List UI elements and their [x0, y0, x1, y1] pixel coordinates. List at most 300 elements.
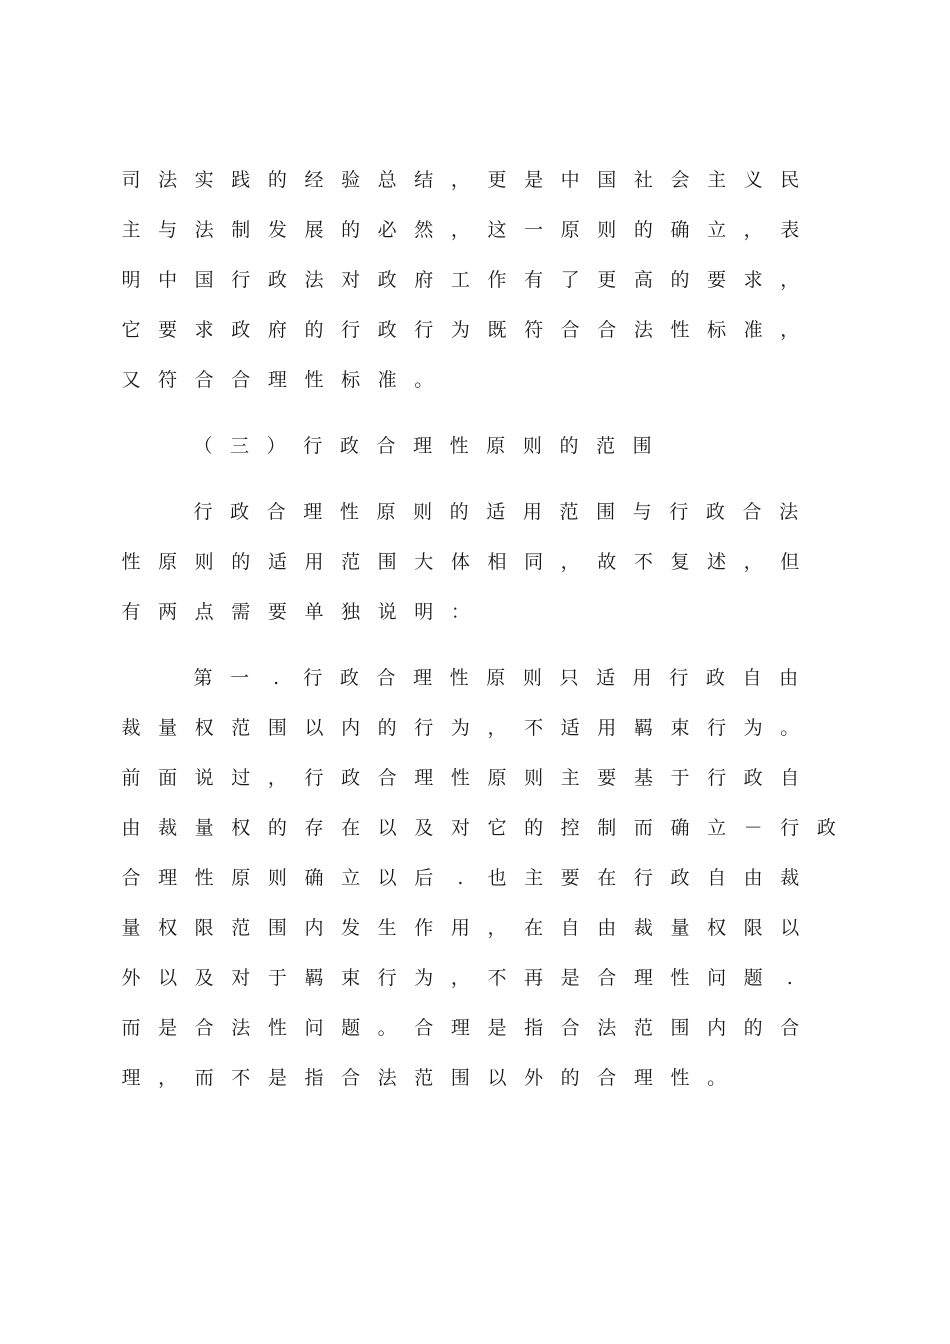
text-char: 的 — [267, 169, 287, 191]
text-char: 标 — [341, 369, 361, 391]
text-char: 求 — [743, 269, 763, 291]
text-char: 理 — [267, 369, 287, 391]
text-char: 理 — [121, 1067, 141, 1089]
text-char: 更 — [487, 169, 507, 191]
text-char: 行 — [231, 269, 251, 291]
text-char: （ — [193, 435, 213, 457]
text-char: 的 — [304, 319, 324, 341]
text-char: 政 — [705, 501, 725, 523]
text-char: 更 — [597, 269, 617, 291]
text-char: 而 — [633, 817, 653, 839]
text-char: 有 — [524, 269, 544, 291]
text-char: 第 — [193, 667, 213, 689]
text-char: 适 — [486, 501, 506, 523]
text-char: 的 — [559, 435, 579, 457]
text-char: 面 — [158, 767, 178, 789]
text-char: 行 — [707, 767, 727, 789]
text-char: 原 — [158, 551, 178, 573]
text-char: 则 — [267, 867, 287, 889]
text-char: 合 — [266, 501, 286, 523]
text-char: ） — [266, 435, 286, 457]
text-char: 为 — [743, 717, 763, 739]
text-char: 理 — [414, 767, 434, 789]
text-char: 性 — [449, 435, 469, 457]
text-char: 法 — [779, 501, 799, 523]
text-char: 是 — [487, 1017, 507, 1039]
text-char: ， — [487, 917, 507, 939]
text-char: 有 — [121, 601, 141, 623]
text-char: 适 — [267, 551, 287, 573]
text-char: 原 — [376, 501, 396, 523]
text-char: 不 — [524, 717, 544, 739]
text-char: 立 — [341, 867, 361, 889]
text-char: 高 — [633, 269, 653, 291]
text-char: 权 — [231, 817, 251, 839]
text-char: 量 — [670, 917, 690, 939]
text-char: 羁 — [633, 717, 653, 739]
text-char: 复 — [670, 551, 690, 573]
text-char: 对 — [231, 967, 251, 989]
text-char: 以 — [377, 867, 397, 889]
text-char: 性 — [670, 319, 690, 341]
text-char: 理 — [303, 501, 323, 523]
text-char: 大 — [414, 551, 434, 573]
text-char: 基 — [633, 767, 653, 789]
text-char: 不 — [633, 551, 653, 573]
text-char: 确 — [670, 219, 690, 241]
text-char: 范 — [414, 1067, 434, 1089]
text-char: 对 — [450, 817, 470, 839]
text-char: 政 — [339, 435, 359, 457]
text-char: 理 — [413, 667, 433, 689]
text-char: 性 — [194, 867, 214, 889]
text-char: 的 — [267, 817, 287, 839]
text-char: 内 — [707, 1017, 727, 1039]
text-char: . — [786, 967, 793, 989]
text-char: 需 — [231, 601, 251, 623]
text-char: 要 — [560, 867, 580, 889]
text-char: 说 — [194, 767, 214, 789]
text-char: 前 — [121, 767, 141, 789]
text-char: 以 — [780, 917, 800, 939]
text-char: 围 — [267, 917, 287, 939]
text-char: 合 — [597, 967, 617, 989]
text-char: 性 — [267, 1017, 287, 1039]
text-char: 实 — [194, 169, 214, 191]
text-char: 自 — [707, 867, 727, 889]
text-char: 一 — [230, 667, 250, 689]
text-char: 既 — [487, 319, 507, 341]
text-char: 题 — [743, 967, 763, 989]
text-char: 性 — [670, 967, 690, 989]
text-char: 理 — [158, 867, 178, 889]
text-char: 表 — [780, 219, 800, 241]
text-char: 量 — [158, 717, 178, 739]
text-char: 合 — [597, 1067, 617, 1089]
text-char: 为 — [450, 717, 470, 739]
text-char: 不 — [487, 967, 507, 989]
text-char: 合 — [780, 1017, 800, 1039]
text-char: 。 — [780, 717, 800, 739]
text-char: 裁 — [158, 817, 178, 839]
text-char: 要 — [597, 767, 617, 789]
text-char: 自 — [780, 767, 800, 789]
text-char: 性 — [450, 767, 470, 789]
text-char: 而 — [121, 1017, 141, 1039]
text-char: . — [457, 867, 464, 889]
text-char: 权 — [707, 917, 727, 939]
text-char: 了 — [560, 269, 580, 291]
text-char: 行 — [780, 817, 800, 839]
text-char: 政 — [377, 319, 397, 341]
text-char: 性 — [670, 1067, 690, 1089]
text-char: 说 — [377, 601, 397, 623]
text-char: 行 — [414, 319, 434, 341]
text-char: ， — [487, 717, 507, 739]
text-char: 确 — [670, 817, 690, 839]
text-char: 指 — [524, 1017, 544, 1039]
text-char: 围 — [450, 1067, 470, 1089]
text-char: ， — [743, 551, 763, 573]
text-char: 合 — [597, 319, 617, 341]
text-char: 中 — [158, 269, 178, 291]
text-char: 中 — [560, 169, 580, 191]
text-char: 主 — [524, 867, 544, 889]
text-char: 理 — [633, 1067, 653, 1089]
text-char: 然 — [414, 219, 434, 241]
text-char: 外 — [121, 967, 141, 989]
text-char: 原 — [560, 219, 580, 241]
text-char: 的 — [670, 269, 690, 291]
text-char: 则 — [522, 667, 542, 689]
text-char: ， — [450, 967, 470, 989]
text-char: 法 — [304, 269, 324, 291]
text-char: 行 — [669, 667, 689, 689]
text-char: 司 — [121, 169, 141, 191]
text-char: 自 — [742, 667, 762, 689]
text-char: 的 — [560, 1067, 580, 1089]
text-char: 。 — [414, 369, 434, 391]
text-char: 准 — [377, 369, 397, 391]
text-char: 要 — [158, 319, 178, 341]
text-char: 合 — [341, 1067, 361, 1089]
text-char: 范 — [633, 1017, 653, 1039]
text-char: ： — [450, 601, 470, 623]
text-char: 以 — [158, 967, 178, 989]
text-char: 内 — [341, 717, 361, 739]
text-char: 在 — [341, 817, 361, 839]
text-char: 会 — [670, 169, 690, 191]
text-char: 单 — [304, 601, 324, 623]
text-char: 限 — [194, 917, 214, 939]
text-char: 国 — [194, 269, 214, 291]
text-char: 以 — [487, 1067, 507, 1089]
text-char: 羁 — [304, 967, 324, 989]
text-char: 行 — [669, 501, 689, 523]
text-char: 主 — [707, 169, 727, 191]
text-char: 生 — [377, 917, 397, 939]
text-char: 权 — [158, 917, 178, 939]
text-char: 存 — [304, 817, 324, 839]
text-char: 原 — [231, 867, 251, 889]
text-char: 用 — [522, 501, 542, 523]
text-char: 对 — [341, 269, 361, 291]
text-char: 原 — [487, 767, 507, 789]
text-char: 用 — [632, 667, 652, 689]
text-char: 发 — [267, 219, 287, 241]
text-char: 政 — [230, 501, 250, 523]
text-char: 于 — [267, 967, 287, 989]
text-char: 围 — [267, 717, 287, 739]
text-char: 展 — [304, 219, 324, 241]
text-char: 后 — [414, 867, 434, 889]
text-char: 要 — [707, 269, 727, 291]
text-char: 合 — [560, 319, 580, 341]
text-char: 外 — [524, 1067, 544, 1089]
text-char: 府 — [267, 319, 287, 341]
text-char: 确 — [304, 867, 324, 889]
text-char: ， — [267, 767, 287, 789]
text-char: 在 — [597, 867, 617, 889]
text-char: 合 — [376, 667, 396, 689]
text-char: 问 — [304, 1017, 324, 1039]
text-char: 它 — [487, 817, 507, 839]
text-char: 合 — [376, 435, 396, 457]
text-char: 量 — [121, 917, 141, 939]
text-char: 理 — [633, 967, 653, 989]
text-char: 民 — [780, 169, 800, 191]
text-char: 理 — [450, 1017, 470, 1039]
text-char: 行 — [303, 667, 323, 689]
text-char: 由 — [779, 667, 799, 689]
text-char: 用 — [597, 717, 617, 739]
text-char: 验 — [341, 169, 361, 191]
text-char: 行 — [193, 501, 213, 523]
text-char: 标 — [707, 319, 727, 341]
text-char: 自 — [560, 917, 580, 939]
text-char: 性 — [449, 667, 469, 689]
text-char: 以 — [377, 817, 397, 839]
text-char: 为 — [450, 319, 470, 341]
text-char: 制 — [231, 219, 251, 241]
text-char: 原 — [486, 435, 506, 457]
text-char: ， — [780, 269, 800, 291]
text-char: 适 — [596, 667, 616, 689]
text-char: 行 — [414, 717, 434, 739]
text-char: 用 — [304, 551, 324, 573]
text-char: 求 — [194, 319, 214, 341]
text-char: 立 — [707, 219, 727, 241]
text-char: 的 — [633, 219, 653, 241]
text-char: 范 — [559, 501, 579, 523]
text-char: 践 — [231, 169, 251, 191]
text-char: 范 — [231, 717, 251, 739]
text-char: 再 — [524, 967, 544, 989]
text-char: 则 — [194, 551, 214, 573]
text-char: 合 — [560, 1017, 580, 1039]
text-char: 政 — [341, 767, 361, 789]
text-char: 合 — [414, 1017, 434, 1039]
text-char: 于 — [670, 767, 690, 789]
text-char: 题 — [341, 1017, 361, 1039]
text-char: 又 — [121, 369, 141, 391]
text-char: 与 — [632, 501, 652, 523]
text-char: 政 — [339, 667, 359, 689]
text-char: 。 — [707, 1067, 727, 1089]
text-char: 问 — [707, 967, 727, 989]
text-char: 国 — [597, 169, 617, 191]
text-char: 符 — [158, 369, 178, 391]
text-char: 则 — [524, 767, 544, 789]
text-char: 只 — [559, 667, 579, 689]
text-char: 则 — [413, 501, 433, 523]
text-char: 它 — [121, 319, 141, 341]
text-char: 束 — [341, 967, 361, 989]
text-char: 总 — [377, 169, 397, 191]
text-char: 作 — [414, 917, 434, 939]
text-char: ， — [450, 219, 470, 241]
text-char: － — [743, 817, 763, 839]
text-char: 围 — [632, 435, 652, 457]
text-char: 理 — [413, 435, 433, 457]
text-char: 法 — [633, 319, 653, 341]
text-char: 要 — [267, 601, 287, 623]
text-char: 由 — [743, 867, 763, 889]
text-char: 是 — [524, 169, 544, 191]
text-char: 性 — [121, 551, 141, 573]
text-char: 范 — [231, 917, 251, 939]
text-char: 点 — [194, 601, 214, 623]
text-char: 范 — [341, 551, 361, 573]
text-char: 内 — [304, 917, 324, 939]
text-char: 不 — [231, 1067, 251, 1089]
text-char: 发 — [341, 917, 361, 939]
text-char: 围 — [670, 1017, 690, 1039]
text-char: 与 — [158, 219, 178, 241]
text-char: 政 — [705, 667, 725, 689]
text-char: 束 — [670, 717, 690, 739]
text-char: ， — [780, 319, 800, 341]
text-char: 法 — [231, 1017, 251, 1039]
text-char: 的 — [743, 1017, 763, 1039]
text-char: 的 — [449, 501, 469, 523]
text-char: 的 — [231, 551, 251, 573]
text-char: 独 — [341, 601, 361, 623]
text-char: 述 — [707, 551, 727, 573]
text-char: 同 — [524, 551, 544, 573]
text-char: 政 — [231, 319, 251, 341]
text-char: 的 — [341, 219, 361, 241]
text-char: 但 — [780, 551, 800, 573]
text-char: 故 — [597, 551, 617, 573]
text-char: 政 — [377, 269, 397, 291]
text-char: 府 — [414, 269, 434, 291]
text-char: 义 — [743, 169, 763, 191]
text-char: 为 — [414, 967, 434, 989]
text-char: 行 — [377, 967, 397, 989]
text-char: ， — [158, 1067, 178, 1089]
text-char: 明 — [121, 269, 141, 291]
text-char: 及 — [414, 817, 434, 839]
text-char: 法 — [194, 219, 214, 241]
text-char: 性 — [339, 501, 359, 523]
text-char: 合 — [194, 1017, 214, 1039]
text-char: 工 — [450, 269, 470, 291]
text-char: 的 — [377, 717, 397, 739]
text-char: 量 — [194, 817, 214, 839]
text-char: 行 — [707, 717, 727, 739]
text-char: 由 — [121, 817, 141, 839]
text-char: 行 — [341, 319, 361, 341]
text-char: 是 — [158, 1017, 178, 1039]
text-char: 社 — [633, 169, 653, 191]
text-char: 。 — [377, 1017, 397, 1039]
text-char: 法 — [158, 169, 178, 191]
text-char: 也 — [487, 867, 507, 889]
text-char: 则 — [597, 219, 617, 241]
text-char: 裁 — [780, 867, 800, 889]
text-char: 以 — [304, 717, 324, 739]
text-char: 过 — [231, 767, 251, 789]
text-char: ， — [560, 551, 580, 573]
text-char: ， — [450, 169, 470, 191]
text-char: 法 — [597, 1017, 617, 1039]
text-char: 性 — [304, 369, 324, 391]
text-char: 用 — [450, 917, 470, 939]
text-char: 行 — [633, 867, 653, 889]
text-char: 主 — [121, 219, 141, 241]
text-char: 这 — [487, 219, 507, 241]
text-char: 合 — [377, 767, 397, 789]
text-char: 及 — [194, 967, 214, 989]
text-char: 适 — [560, 717, 580, 739]
text-char: 裁 — [633, 917, 653, 939]
text-char: 必 — [377, 219, 397, 241]
text-char: 合 — [231, 369, 251, 391]
text-char: 法 — [377, 1067, 397, 1089]
text-char: . — [273, 667, 280, 689]
text-char: 三 — [230, 435, 250, 457]
text-char: 是 — [267, 1067, 287, 1089]
text-char: 限 — [743, 917, 763, 939]
text-char: 围 — [596, 501, 616, 523]
text-char: 合 — [194, 369, 214, 391]
text-char: ， — [743, 219, 763, 241]
text-char: 的 — [524, 817, 544, 839]
text-char: 经 — [304, 169, 324, 191]
text-char: 原 — [486, 667, 506, 689]
text-char: 主 — [560, 767, 580, 789]
text-char: 符 — [524, 319, 544, 341]
text-char: 围 — [377, 551, 397, 573]
text-char: 合 — [121, 867, 141, 889]
text-char: 政 — [670, 867, 690, 889]
text-char: 范 — [596, 435, 616, 457]
text-char: 行 — [304, 767, 324, 789]
text-char: 结 — [414, 169, 434, 191]
text-char: 而 — [194, 1067, 214, 1089]
text-char: 合 — [742, 501, 762, 523]
text-char: 则 — [522, 435, 542, 457]
text-char: 体 — [450, 551, 470, 573]
text-char: 政 — [743, 767, 763, 789]
text-char: 作 — [487, 269, 507, 291]
text-char: 两 — [158, 601, 178, 623]
text-char: 裁 — [121, 717, 141, 739]
text-char: 相 — [487, 551, 507, 573]
text-char: 在 — [524, 917, 544, 939]
text-char: 是 — [560, 967, 580, 989]
